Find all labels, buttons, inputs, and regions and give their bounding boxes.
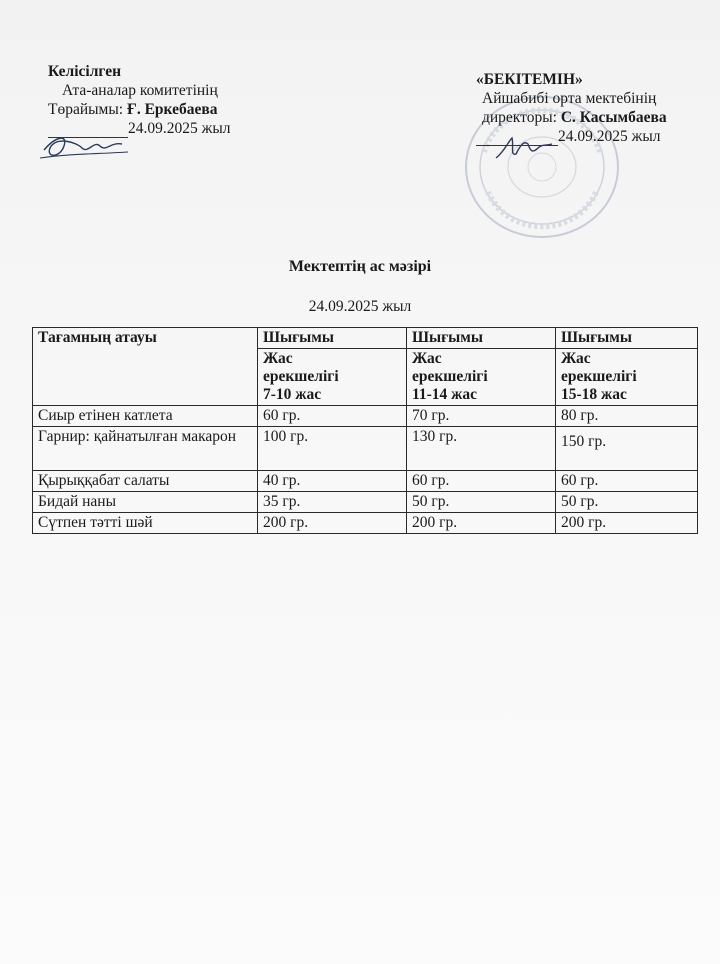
dish-name: Гарнир: қайнатылған макарон — [33, 427, 258, 471]
table-row — [33, 406, 698, 427]
table-header-row — [33, 328, 698, 349]
age-header-range: 7-10 жас — [263, 386, 322, 403]
age-header — [258, 349, 407, 406]
portion-cell: 60 гр. — [407, 471, 556, 492]
portion-cell: 70 гр. — [407, 406, 556, 427]
column-header-name: Тағамның атауы — [33, 328, 258, 406]
dish-name: Сиыр етінен катлета — [33, 406, 258, 427]
table-row — [33, 513, 698, 534]
portion-cell: 50 гр. — [556, 492, 698, 513]
portion-cell: 40 гр. — [258, 471, 407, 492]
age-header-line: Жас — [561, 350, 591, 367]
portion-cell: 200 гр. — [556, 513, 698, 534]
age-header-line: ерекшелігі — [263, 368, 339, 385]
age-header — [556, 349, 698, 406]
column-header-yield: Шығымы — [407, 328, 556, 349]
portion-cell: 200 гр. — [407, 513, 556, 534]
approval-right-date: 24.09.2025 жыл — [558, 128, 661, 145]
table-row — [33, 427, 698, 471]
approval-left-heading: Келісілген — [48, 63, 122, 80]
column-header-yield: Шығымы — [258, 328, 407, 349]
approval-right-line1: Айшабибі орта мектебінің — [482, 90, 657, 107]
age-header-line: ерекшелігі — [561, 368, 637, 385]
portion-cell: 50 гр. — [407, 492, 556, 513]
approval-left-role: Төрайымы: — [48, 101, 124, 118]
approval-left-line2 — [48, 100, 230, 119]
approval-left-line1: Ата-аналар комитетінің — [62, 82, 218, 99]
portion-cell: 150 гр. — [556, 427, 698, 471]
signature-right — [490, 132, 560, 166]
portion-cell: 130 гр. — [407, 427, 556, 471]
approval-right-role: директоры: — [482, 109, 557, 126]
document-date: 24.09.2025 жыл — [308, 298, 412, 315]
portion-cell: 200 гр. — [258, 513, 407, 534]
portion-cell: 100 гр. — [258, 427, 407, 471]
age-header — [407, 349, 556, 406]
portion-cell: 35 гр. — [258, 492, 407, 513]
approval-right-heading: «БЕКІТЕМІН» — [476, 71, 583, 88]
menu-table — [32, 327, 698, 534]
table-row — [33, 471, 698, 492]
portion-cell: 80 гр. — [556, 406, 698, 427]
age-header-range: 11-14 жас — [412, 386, 478, 403]
approval-left — [48, 62, 230, 138]
portion-cell: 60 гр. — [556, 471, 698, 492]
approval-left-date: 24.09.2025 жыл — [128, 120, 231, 137]
column-header-yield: Шығымы — [556, 328, 698, 349]
dish-name: Сүтпен тәтті шәй — [33, 513, 258, 534]
age-header-line: ерекшелігі — [412, 368, 488, 385]
approval-right-name: С. Касымбаева — [560, 109, 667, 126]
table-row — [33, 492, 698, 513]
age-header-line: Жас — [412, 350, 442, 367]
dish-name: Қырыққабат салаты — [33, 471, 258, 492]
dish-name: Бидай наны — [33, 492, 258, 513]
age-header-line: Жас — [263, 350, 293, 367]
approval-left-name: Ғ. Еркебаева — [126, 101, 218, 118]
signature-left — [36, 128, 131, 168]
age-header-range: 15-18 жас — [561, 386, 627, 403]
approval-right-line2 — [476, 108, 667, 127]
page-title: Мектептің ас мәзірі — [288, 258, 432, 275]
portion-cell: 60 гр. — [258, 406, 407, 427]
